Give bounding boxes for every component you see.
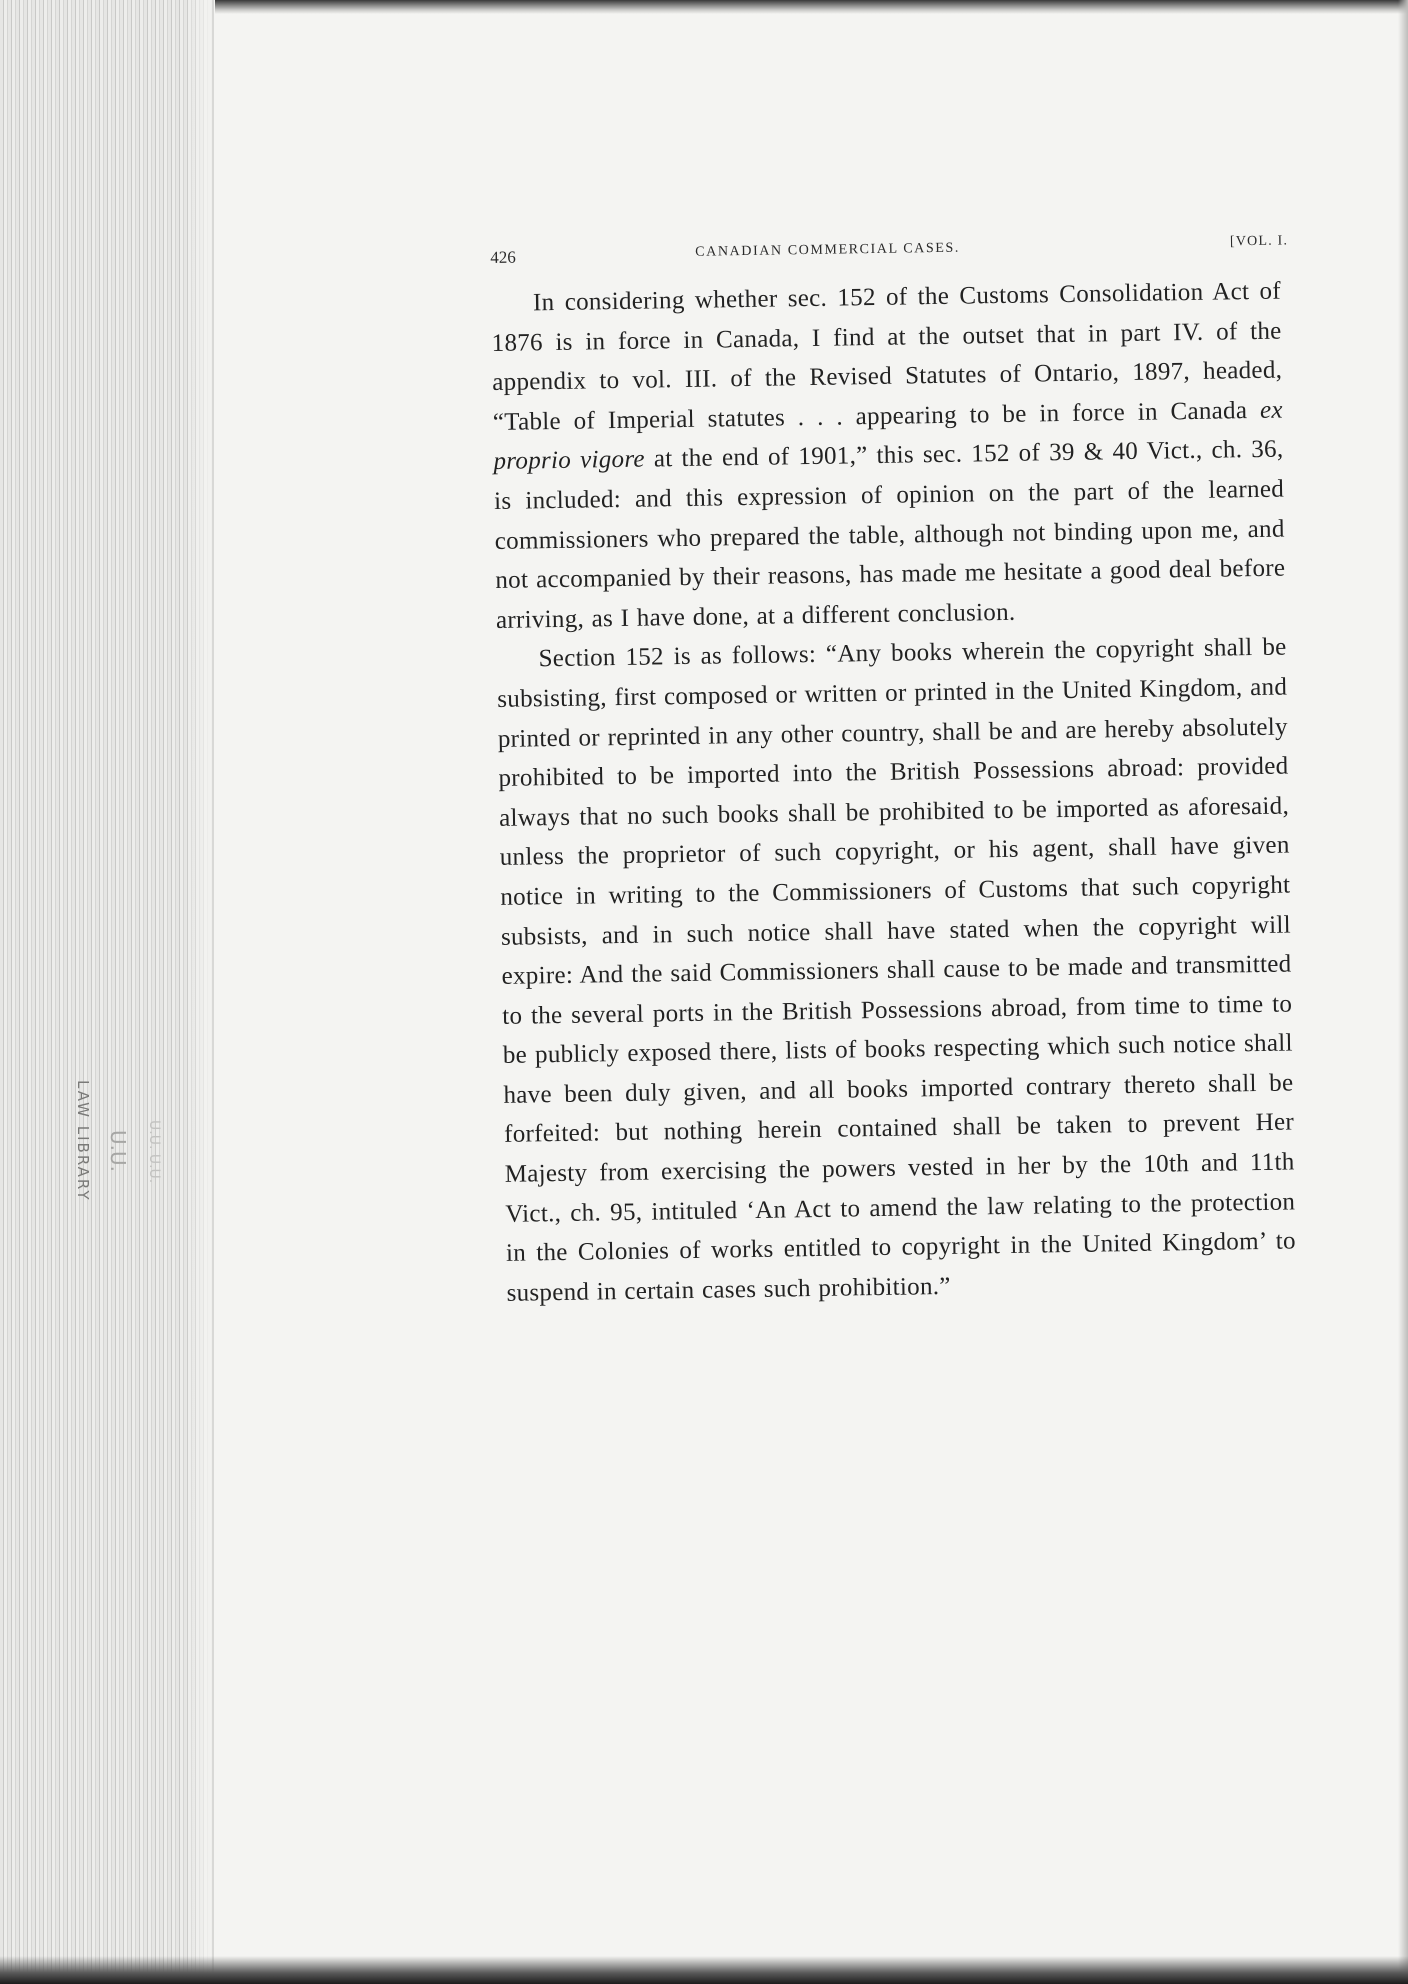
stacked-page-edges [0,0,215,1984]
running-title: CANADIAN COMMERCIAL CASES. [695,240,961,260]
paragraph-1-text-b: at the end of 1901,” this sec. 152 of 39 & 40 Vict., ch. 36, is included: and this expression of opinion on the part of the learned commissioners who prepared the table, although not binding upon me, and not accompanied by their reasons, has made me hesitate a good deal before arriving, as I have done, at a different conclusion. [493,435,1286,634]
bottom-edge-shadow [0,1956,1408,1984]
volume-label: [VOL. I. [1229,233,1289,250]
right-edge-shadow [1398,0,1408,1984]
paragraph-1-text-a: In considering whether sec. 152 of the Customs Consolidation Act of 1876 is in force in Canada, I find at the outset that in part IV. of the appendix to vol. III. of the Revised Statutes of Ontario, 1897, headed, “Table of Imperial statutes . . . appearing to be in force in Canada [491,277,1283,436]
gutter-line [212,0,214,1984]
spine-label: LAW LIBRARY [74,1080,92,1202]
spine-stamp-faint: U.U. U.U. [146,1120,162,1184]
page-content [490,226,1297,1314]
spine-stamp: U.U. [106,1130,130,1172]
running-head [490,226,1289,278]
page-number: 426 [490,247,516,267]
paragraph-1 [491,272,1286,641]
paragraph-1-italic: ex proprio vigore [493,396,1284,476]
paragraph-2: Section 152 is as follows: “Any books wherein the copyright shall be subsisting, first composed or written or printed in the United Kingdom, and printed or reprinted in any other country, shall be and are hereby absolutely prohibited to be imported into the British Possessions abroad: provided always that no such books shall be prohibited to be imported as aforesaid, unless the proprietor of such copyright, or his agent, shall have given notice in writing to the Commissioners of Customs that such copyright subsists, and in such notice shall have stated when the copyright will expire: And the said Commissioners shall cause to be made and transmitted to the several ports in the British Possessions abroad, from time to time to be publicly exposed there, lists of books respecting which such notice shall have been duly given, and all books imported contrary thereto shall be forfeited: but nothing herein contained shall be taken to prevent Her Majesty from exercising the powers vested in her by the 10th and 11th Vict., ch. 95, intituled ‘An Act to amend the law relating to the protection in the Colonies of works entitled to copyright in the United Kingdom’ to suspend in certain cases such prohibition.” [497,633,1297,1307]
